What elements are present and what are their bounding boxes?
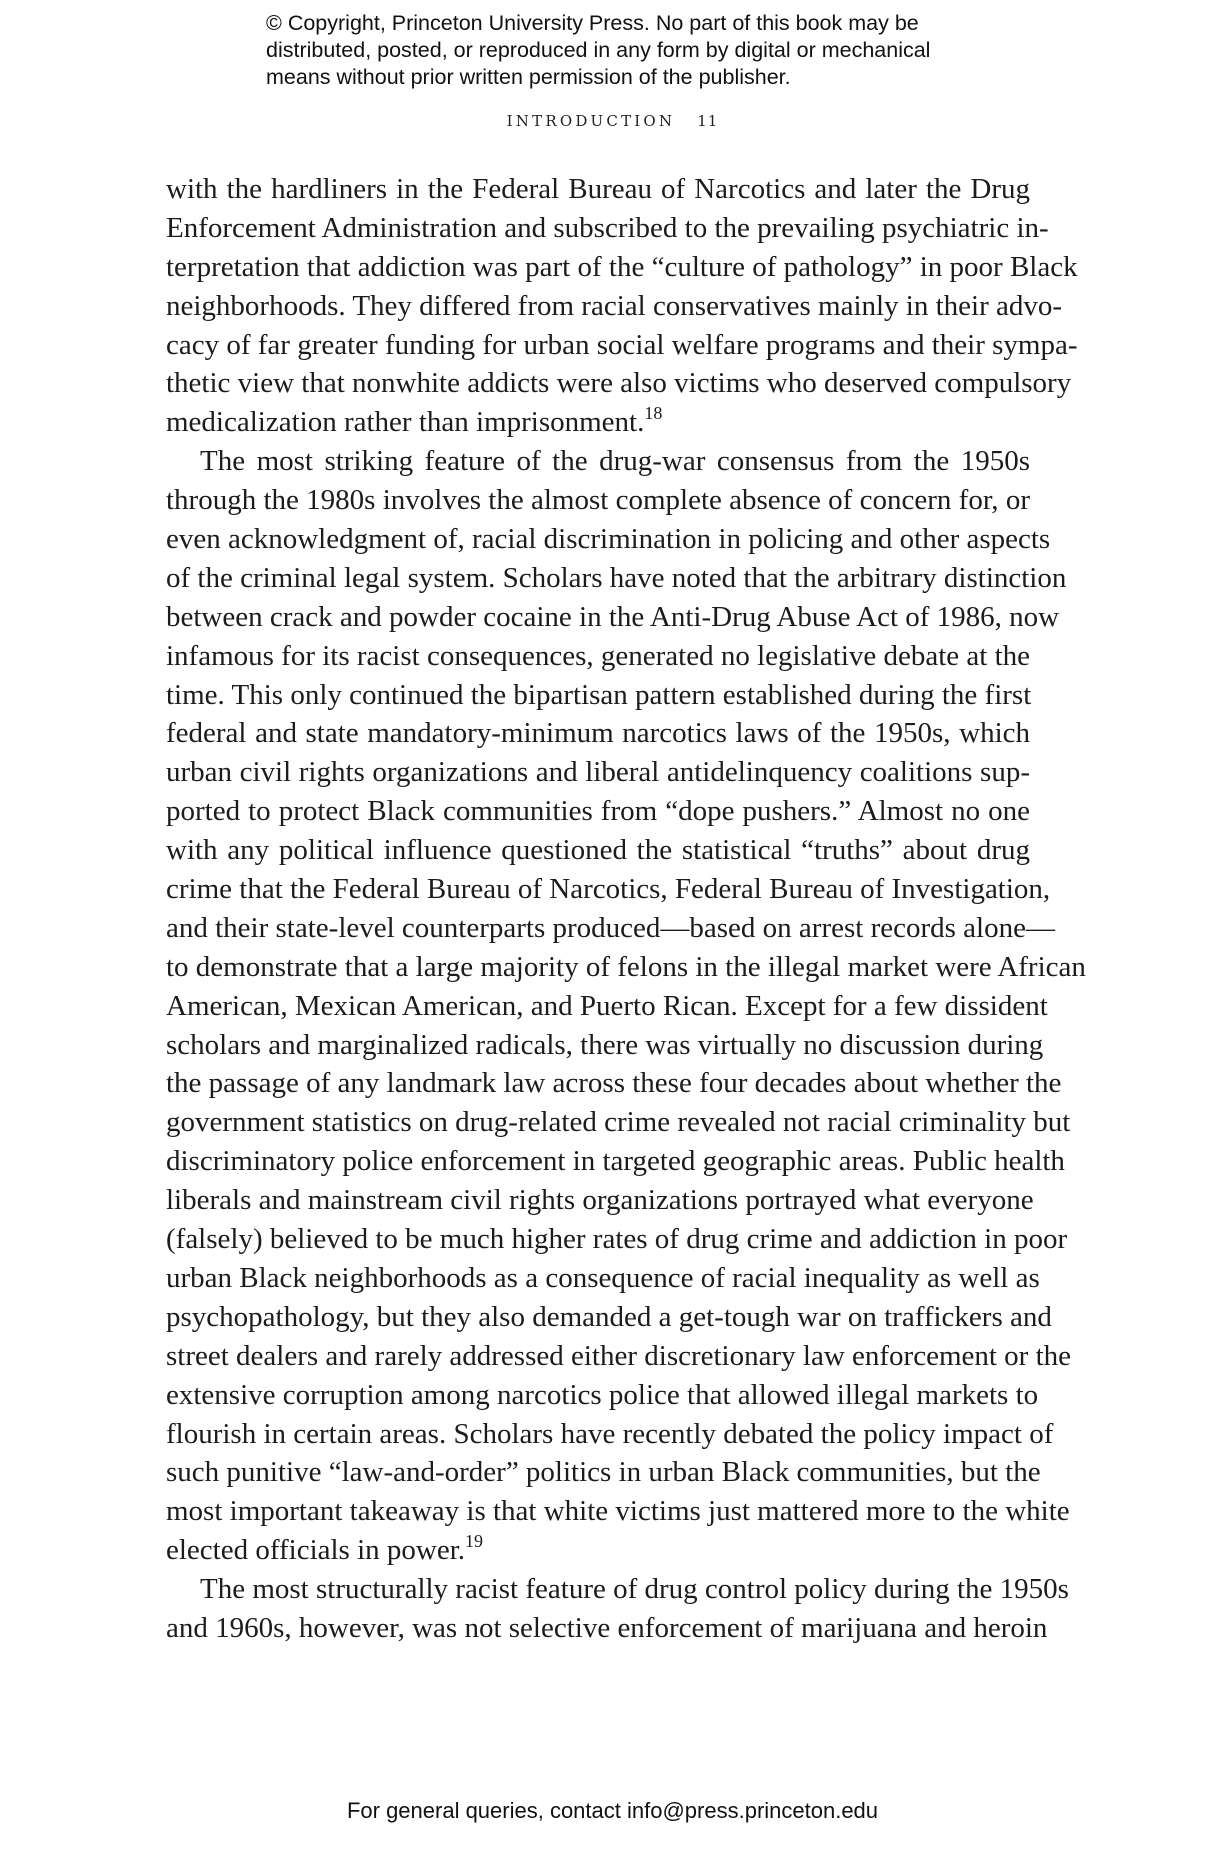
text-line: with the hardliners in the Federal Bureau of Narcotics and later the Drug <box>166 173 1030 205</box>
copyright-line: © Copyright, Princeton University Press. No part of this book may be <box>266 11 919 35</box>
text-line: through the 1980s involves the almost complete absence of concern for, or <box>166 484 1030 517</box>
text-line: and their state-level counterparts produced—based on arrest records alone— <box>166 911 1055 944</box>
text-line: and 1960s, however, was not selective enforcement of marijuana and heroin <box>166 1611 1048 1644</box>
text-line: The most structurally racist feature of drug control policy during the 1950s <box>200 1573 1069 1606</box>
text-line: most important takeaway is that white victims just mattered more to the white <box>166 1495 1070 1528</box>
copyright-line: means without prior written permission of the publisher. <box>266 65 791 89</box>
footnote-ref: 19 <box>465 1531 484 1552</box>
text-line: extensive corruption among narcotics police that allowed illegal markets to <box>166 1378 1039 1411</box>
text-line: thetic view that nonwhite addicts were also victims who deserved compulsory <box>166 367 1072 400</box>
text-line: elected officials in power. <box>166 1534 466 1567</box>
body-text <box>166 170 1086 1648</box>
text-line: ported to protect Black communities from “dope pushers.” Almost no one <box>166 795 1030 828</box>
text-line: discriminatory police enforcement in targeted geographic areas. Public health <box>166 1145 1065 1178</box>
text-line: cacy of far greater funding for urban social welfare programs and their sympa- <box>166 328 1078 361</box>
text-line: of the criminal legal system. Scholars have noted that the arbitrary distinction <box>166 561 1067 594</box>
text-line: (falsely) believed to be much higher rates of drug crime and addiction in poor <box>166 1223 1068 1256</box>
text-line: infamous for its racist consequences, generated no legislative debate at the <box>166 639 1031 672</box>
text-line: psychopathology, but they also demanded a get-tough war on traffickers and <box>166 1300 1052 1333</box>
text-line: terpretation that addiction was part of the “culture of pathology” in poor Black <box>166 250 1078 283</box>
text-line: with any political influence questioned the statistical “truths” about drug <box>166 834 1030 867</box>
text-line: urban civil rights organizations and liberal antidelinquency coalitions sup- <box>166 756 1030 789</box>
chapter-title: INTRODUCTION <box>506 112 676 130</box>
copyright-line: distributed, posted, or reproduced in any form by digital or mechanical <box>266 38 931 62</box>
text-line: urban Black neighborhoods as a consequence of racial inequality as well as <box>166 1261 1040 1294</box>
footnote-ref: 18 <box>644 403 663 424</box>
text-line: The most striking feature of the drug-war consensus from the 1950s <box>200 445 1030 478</box>
text-line: the passage of any landmark law across these four decades about whether the <box>166 1067 1062 1100</box>
text-line-with-note <box>166 1531 1030 1570</box>
page-number: 11 <box>697 112 719 130</box>
text-line: time. This only continued the bipartisan pattern established during the first <box>166 678 1032 711</box>
running-head <box>0 112 1225 130</box>
text-line: neighborhoods. They differed from racial conservatives mainly in their advo- <box>166 289 1063 322</box>
text-line: medicalization rather than imprisonment. <box>166 406 645 439</box>
text-line: federal and state mandatory-minimum narcotics laws of the 1950s, which <box>166 717 1030 750</box>
copyright-notice <box>266 10 1026 91</box>
text-line-with-note <box>166 403 1030 442</box>
text-line: American, Mexican American, and Puerto Rican. Except for a few dissident <box>166 989 1048 1022</box>
text-line: street dealers and rarely addressed either discretionary law enforcement or the <box>166 1339 1072 1372</box>
text-line: crime that the Federal Bureau of Narcotics, Federal Bureau of Investigation, <box>166 873 1051 906</box>
text-line: government statistics on drug-related crime revealed not racial criminality but <box>166 1106 1071 1139</box>
text-line: to demonstrate that a large majority of felons in the illegal market were African <box>166 950 1086 983</box>
text-line: even acknowledgment of, racial discrimination in policing and other aspects <box>166 523 1051 556</box>
text-line: between crack and powder cocaine in the Anti-Drug Abuse Act of 1986, now <box>166 600 1060 633</box>
text-line: scholars and marginalized radicals, there was virtually no discussion during <box>166 1028 1044 1061</box>
text-line: Enforcement Administration and subscribed to the prevailing psychiatric in- <box>166 211 1049 244</box>
text-line: such punitive “law-and-order” politics in urban Black communities, but the <box>166 1456 1041 1489</box>
text-line: flourish in certain areas. Scholars have recently debated the policy impact of <box>166 1417 1054 1450</box>
text-line: liberals and mainstream civil rights organizations portrayed what everyone <box>166 1184 1034 1217</box>
footer-contact: For general queries, contact info@press.princeton.edu <box>346 1798 879 1823</box>
